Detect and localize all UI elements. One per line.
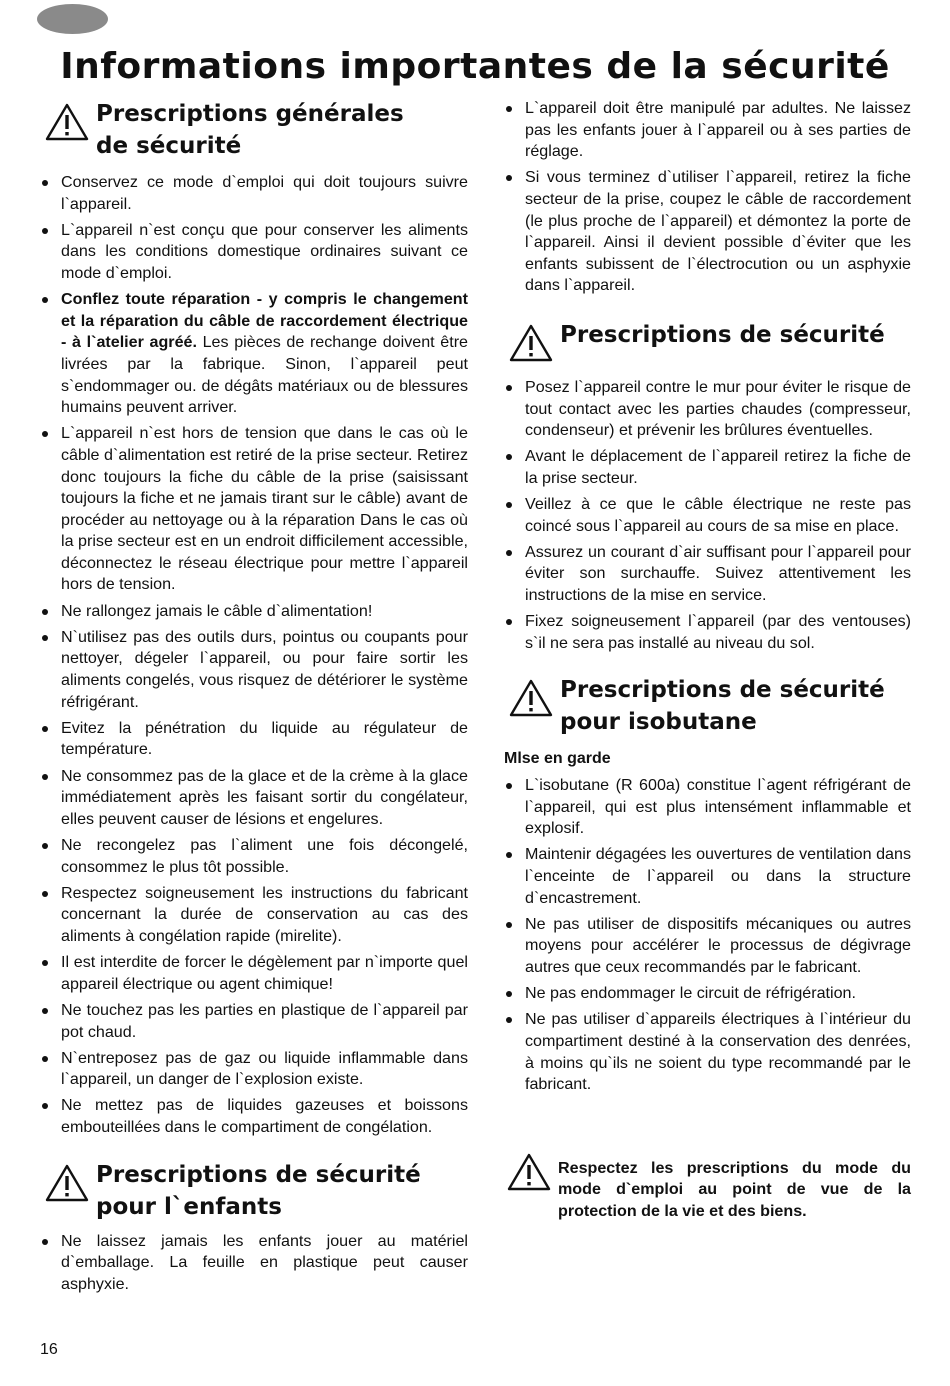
warning-triangle-icon xyxy=(508,323,554,363)
list-item xyxy=(40,1048,468,1091)
section-general-heading xyxy=(40,98,468,162)
list-item-text: Ne pas utiliser de dispositifs mécaniques ou autres moyens pour accélérer le processus de dégivrage autres que ceux recommandés par le fabricant. xyxy=(525,914,911,976)
list-item xyxy=(504,914,911,979)
section-safety-heading xyxy=(504,319,911,351)
page-number: 16 xyxy=(40,1341,58,1358)
list-item-text: L`appareil n`est hors de tension que dans le cas où le câble d`alimentation est retiré de la prise secteur. Retirez donc toujours la fiche du câble de la prise (saisissant toujours la fiche et ne jamais tirant sur le câble) avant de procéder au nettoyage ou à la réparation Dans le cas où la prise secteur est en un endroit difficilement accessible, déconnectez le réseau électrique pour mettre l`appareil hors de tension. xyxy=(61,424,468,594)
list-item xyxy=(504,167,911,297)
list-item xyxy=(40,835,468,878)
list-item xyxy=(40,172,468,215)
list-item-text: Avant le déplacement de l`appareil retirez la fiche de la prise secteur. xyxy=(525,447,911,487)
list-item xyxy=(40,883,468,948)
list-item xyxy=(504,775,911,840)
section-general-title: Prescriptions générales de sécurité xyxy=(96,101,404,159)
left-column xyxy=(40,98,468,1300)
list-item xyxy=(40,952,468,995)
section-children-heading xyxy=(40,1159,468,1223)
right-column xyxy=(504,98,911,1223)
general-safety-list xyxy=(40,172,468,1139)
list-item-text: L`appareil doit être manipulé par adultes. Ne laissez pas les enfants jouer à l`appareil ou à ses parties de réglage. xyxy=(525,99,911,161)
list-item xyxy=(504,377,911,442)
list-item-text: Si vous terminez d`utiliser l`appareil, retirez la fiche secteur de la prise, coupez le câble de raccordement (le plus proche de l`appareil) et démontez la porte de l`appareil. Ainsi il devient possible d`éviter que les enfants subissent de l`électrocution ou un asphyxie dans l`appareil. xyxy=(525,168,911,295)
list-item-text: Ne rallongez jamais le câble d`alimentation! xyxy=(61,601,373,620)
page-title: Informations importantes de la sécurité xyxy=(60,46,890,87)
list-item-text: Maintenir dégagées les ouvertures de ventilation dans l`enceinte de l`appareil ou dans la structure d`encastrement. xyxy=(525,845,911,907)
list-item xyxy=(40,766,468,831)
list-item xyxy=(504,1009,911,1095)
list-item xyxy=(504,844,911,909)
list-item xyxy=(40,627,468,713)
page-tab-marker xyxy=(37,4,108,34)
list-item-text: Veillez à ce que le câble électrique ne reste pas coincé sous l`appareil au cours de sa mise en place. xyxy=(525,495,911,535)
list-item xyxy=(40,220,468,285)
list-item-text: N`utilisez pas des outils durs, pointus ou coupants pour nettoyer, dégeler l`appareil, ou pour faire sortir les aliments congelés, vous risquez de détériorer le système réfrigérant. xyxy=(61,627,468,711)
list-item xyxy=(504,98,911,163)
list-item-text: Assurez un courant d`air suffisant pour l`appareil pour éviter son surchauffe. Suivez attentivement les instructions de la mise en service. xyxy=(525,542,911,605)
list-item-emphasis: Conflez toute réparation - y compris le changement et la réparation du câble de raccordement électrique - à l`atelier agréé. xyxy=(61,290,468,352)
final-warning-note xyxy=(504,1158,911,1223)
list-item xyxy=(40,423,468,596)
children-safety-list xyxy=(40,1231,468,1296)
warning-triangle-icon xyxy=(506,1152,552,1192)
list-item-text: Ne recongelez pas l`aliment une fois décongelé, consommez le plus tôt possible. xyxy=(61,835,468,876)
list-item-text: L`appareil n`est conçu que pour conserver les aliments dans les conditions domestique ordinaires suivant ce mode d`emploi. xyxy=(61,220,468,282)
list-item-text: Ne laissez jamais les enfants jouer au matériel d`emballage. La feuille en plastique peut causer asphyxie. xyxy=(61,1231,468,1293)
section-children-title: Prescriptions de sécurité pour l`enfants xyxy=(96,1161,421,1220)
list-item xyxy=(40,1231,468,1296)
children-safety-list-continued xyxy=(504,98,911,297)
section-safety-title: Prescriptions de sécurité xyxy=(560,321,885,348)
list-item xyxy=(40,289,468,419)
list-item xyxy=(504,446,911,489)
list-item-text: Les pièces de rechange doivent être livrées par la fabrique. Sinon, l`appareil peut s`endommager ou. de dégâts matériaux ou de blessures humains peuvent arriver. xyxy=(61,333,469,417)
warning-triangle-icon xyxy=(508,678,554,718)
list-item-text: Ne pas endommager le circuit de réfrigération. xyxy=(525,984,856,1003)
warning-subheading: Mlse en garde xyxy=(504,750,611,768)
list-item-text: Fixez soigneusement l`appareil (par des ventouses) s`il ne sera pas installé au niveau du sol. xyxy=(525,612,911,652)
list-item-text: Ne touchez pas les parties en plastique de l`appareil par pot chaud. xyxy=(61,1000,468,1041)
list-item xyxy=(40,601,468,623)
list-item xyxy=(40,1095,468,1138)
warning-triangle-icon xyxy=(44,1163,90,1203)
list-item xyxy=(504,542,911,607)
final-warning-text: Respectez les prescriptions du mode du mode d`emploi au point de vue de la protection de la vie et des biens. xyxy=(558,1158,911,1220)
list-item-text: Ne mettez pas de liquides gazeuses et boissons embouteillées dans le compartiment de congélation. xyxy=(61,1096,468,1137)
list-item-text: L`isobutane (R 600a) constitue l`agent réfrigérant de l`appareil, qui est plus intensément inflammable et explosif. xyxy=(525,776,911,838)
warning-triangle-icon xyxy=(44,102,90,142)
list-item-text: Ne pas utiliser d`appareils électriques à l`intérieur du compartiment destiné à la conservation des denrées, à moins qu`ils ne soient du type recommandé par le fabricant. xyxy=(525,1010,911,1094)
list-item xyxy=(40,718,468,761)
list-item xyxy=(504,611,911,654)
list-item-text: Evitez la pénétration du liquide au régulateur de température. xyxy=(61,718,468,759)
list-item-text: Il est interdite de forcer le dégèlement par n`importe quel appareil électrique ou agent chimique! xyxy=(61,953,468,993)
list-item-text: Respectez soigneusement les instructions du fabricant concernant la durée de conservation au cas des aliments à congélation rapide (mirelite). xyxy=(61,883,468,945)
section-isobutane-heading xyxy=(504,674,911,738)
list-item-text: Conservez ce mode d`emploi qui doit toujours suivre l`appareil. xyxy=(61,173,468,213)
section-isobutane-title: Prescriptions de sécurité pour isobutane xyxy=(560,677,885,736)
list-item xyxy=(40,1000,468,1043)
isobutane-safety-list xyxy=(504,775,911,1096)
safety-list xyxy=(504,377,911,655)
list-item-text: N`entreposez pas de gaz ou liquide inflammable dans l`appareil, un danger de l`explosion existe. xyxy=(61,1048,468,1089)
list-item-text: Posez l`appareil contre le mur pour éviter le risque de tout contact avec les parties chaudes (compresseur, condenseur) et prévenir les brûlures éventuelles. xyxy=(525,377,911,440)
list-item xyxy=(504,983,911,1005)
list-item xyxy=(504,494,911,537)
list-item-text: Ne consommez pas de la glace et de la crème à la glace immédiatement après les faisant sortir du congélateur, elles peuvent causer de lésions et engelures. xyxy=(61,766,468,828)
